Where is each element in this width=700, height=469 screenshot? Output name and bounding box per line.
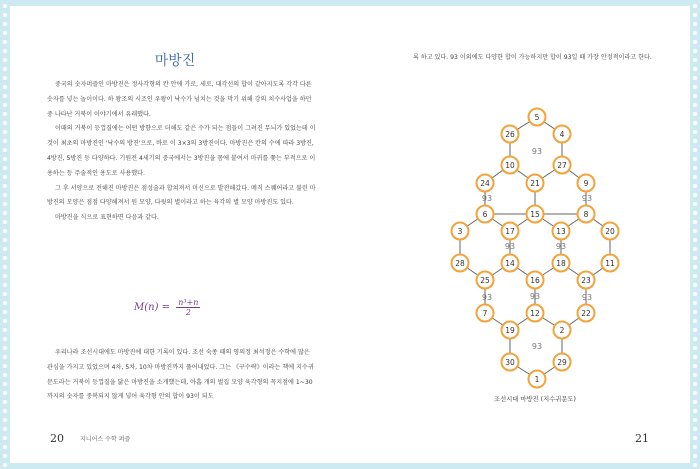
hex-node <box>502 126 519 143</box>
border-dot <box>693 121 697 125</box>
border-dot <box>693 463 697 467</box>
hex-node-value: 9 <box>583 179 589 188</box>
border-dot <box>693 247 697 251</box>
hex-node <box>554 157 571 174</box>
diagram-caption: 조선시대 마방진 (지수귀문도) <box>494 396 576 403</box>
body-text-bottom <box>47 346 317 405</box>
hex-node <box>527 272 544 289</box>
border-dot <box>693 76 697 80</box>
border-dot <box>3 175 7 179</box>
hex-node-value: 23 <box>581 276 591 285</box>
border-dot <box>3 49 7 53</box>
hex-node <box>602 255 619 272</box>
hex-sum-label: 93 <box>581 194 593 203</box>
border-dot <box>693 40 697 44</box>
hex-node <box>527 175 544 192</box>
hex-node-value: 24 <box>480 179 490 188</box>
border-dot <box>3 193 7 197</box>
hex-node-value: 19 <box>505 326 515 335</box>
hex-node <box>477 206 494 223</box>
border-dot <box>693 445 697 449</box>
border-dot <box>693 13 697 17</box>
formula <box>134 298 200 317</box>
border-dot <box>3 355 7 359</box>
hex-node <box>554 322 571 339</box>
hex-node <box>502 157 519 174</box>
hex-node <box>578 175 595 192</box>
formula-numerator: n³+n <box>178 298 199 307</box>
border-dot <box>693 283 697 287</box>
border-dot <box>3 184 7 188</box>
hex-sum-label: 93 <box>581 293 593 302</box>
hex-node-value: 21 <box>530 179 540 188</box>
border-dot <box>693 427 697 431</box>
hex-node-value: 6 <box>482 210 488 219</box>
hex-node-value: 5 <box>534 113 540 122</box>
border-dot <box>3 283 7 287</box>
hex-node <box>578 272 595 289</box>
border-dot <box>3 346 7 350</box>
hex-node-value: 12 <box>530 309 540 318</box>
border-dot <box>3 391 7 395</box>
formula-lhs: M(n) = <box>134 302 171 313</box>
hex-node <box>602 223 619 240</box>
hex-node <box>529 109 546 126</box>
border-dot <box>3 157 7 161</box>
hex-node <box>452 223 469 240</box>
border-dot <box>3 220 7 224</box>
paragraph-1: 중국의 숫자퍼즐인 마방진은 정사각형의 칸 안에 가로, 세로, 대각선의 합이 같아지도록 각각 다른 숫자를 넣는 놀이이다. 하 왕조의 시조인 우왕이 낙수가 넘치는 것을 막기 위해 강의 치수사업을 하던 중 나타난 거북이 이야기에서 유래했다. <box>47 81 312 118</box>
border-dot <box>3 328 7 332</box>
hex-node-value: 11 <box>605 259 615 268</box>
border-dot <box>3 463 7 467</box>
border-dot <box>693 85 697 89</box>
page-number-right: 21 <box>635 432 649 445</box>
hex-node-value: 13 <box>556 227 566 236</box>
border-dot <box>693 130 697 134</box>
border-dot <box>3 256 7 260</box>
formula-fraction <box>176 298 200 317</box>
hex-node <box>477 272 494 289</box>
border-dot <box>693 436 697 440</box>
border-dot <box>693 319 697 323</box>
hex-node <box>452 255 469 272</box>
border-dot <box>693 49 697 53</box>
hex-node-value: 1 <box>534 375 540 384</box>
hex-node <box>553 255 570 272</box>
hex-node <box>502 322 519 339</box>
border-dot <box>693 139 697 143</box>
running-head: 지니어스 수학 퍼즐 <box>80 436 131 443</box>
hex-node-value: 2 <box>559 326 565 335</box>
border-dot <box>693 454 697 458</box>
border-dot <box>693 301 697 305</box>
border-dot <box>3 31 7 35</box>
border-dot <box>3 22 7 26</box>
border-dot <box>693 175 697 179</box>
border-dot <box>693 148 697 152</box>
hex-node <box>502 255 519 272</box>
hex-node-value: 10 <box>505 161 515 170</box>
border-dot <box>693 337 697 341</box>
border-dot <box>3 229 7 233</box>
hex-sum-label: 93 <box>481 194 493 203</box>
border-dot <box>3 265 7 269</box>
border-dot <box>3 247 7 251</box>
hex-node-value: 26 <box>505 130 515 139</box>
border-dot <box>693 193 697 197</box>
border-dot <box>693 202 697 206</box>
border-dot <box>3 94 7 98</box>
paragraph-2: 이때의 거북이 등껍질에는 어떤 방향으로 더해도 같은 수가 되는 점들이 그려진 무늬가 있었는데 이것이 최초의 마방진인 '낙수의 방진'으로, 바로 이 3×3의 3방진이다. 마방진은 칸의 수에 따라 3방진, 4방진, 5방진 등 다양하다. 기원전 4세기의 중국에서는 3방진을 몸에 붙여서 마귀를 쫓는 부적으로 이용하는 등 주술적인 용도로 사용했다. <box>47 125 316 177</box>
hex-node-value: 27 <box>557 161 567 170</box>
paragraph-5: 우리나라 조선시대에도 마방진에 대한 기록이 있다. 조선 숙종 때의 영의정 최석정은 수학에 많은 관심을 가지고 있었으며 4차, 5차, 10차 마방진까지 풀어내었다. 그는 《구수략》이라는 책에 지수귀문도라는 거북이 등껍질을 닮은 마방진을 소개했는데, 아홉 개의 벌집 모양 육각형의 꼭지점에 1~30까지의 숫자를 중복되지 않게 넣어 육각형 안의 합이 93이 되도 <box>47 349 314 401</box>
hex-node <box>477 305 494 322</box>
border-dot <box>693 211 697 215</box>
border-dot <box>693 238 697 242</box>
hex-node <box>554 354 571 371</box>
border-dot <box>3 301 7 305</box>
body-text-top <box>47 78 317 226</box>
border-dot <box>3 445 7 449</box>
hex-node-value: 29 <box>557 358 567 367</box>
border-dot <box>3 400 7 404</box>
hex-sum-label: 93 <box>504 242 516 251</box>
border-dot <box>693 373 697 377</box>
border-dot <box>693 310 697 314</box>
hex-node-value: 4 <box>559 130 565 139</box>
left-dot-border <box>0 0 10 469</box>
border-dot <box>3 364 7 368</box>
border-dot <box>693 94 697 98</box>
hex-sum-label: 93 <box>531 147 543 156</box>
border-dot <box>3 112 7 116</box>
border-dot <box>693 67 697 71</box>
hex-node <box>553 223 570 240</box>
border-dot <box>693 364 697 368</box>
border-dot <box>693 346 697 350</box>
formula-denominator: 2 <box>185 308 191 317</box>
border-dot <box>693 58 697 62</box>
hex-node <box>502 223 519 240</box>
border-dot <box>3 76 7 80</box>
border-dot <box>3 454 7 458</box>
border-dot <box>693 265 697 269</box>
border-dot <box>3 409 7 413</box>
hex-node <box>578 206 595 223</box>
border-dot <box>693 328 697 332</box>
border-dot <box>3 139 7 143</box>
right-page <box>360 6 690 463</box>
border-dot <box>3 4 7 8</box>
hex-node-value: 14 <box>505 259 515 268</box>
border-dot <box>693 157 697 161</box>
gutter <box>340 6 360 463</box>
hex-node <box>527 206 544 223</box>
hex-node-value: 22 <box>581 309 591 318</box>
hex-sum-label: 93 <box>529 292 541 301</box>
border-dot <box>693 382 697 386</box>
border-dot <box>3 292 7 296</box>
paragraph-4: 마방진을 식으로 표현하면 다음과 같다. <box>55 214 159 222</box>
border-dot <box>693 31 697 35</box>
hex-node-value: 17 <box>505 227 515 236</box>
border-dot <box>3 337 7 341</box>
hex-node-value: 8 <box>583 210 589 219</box>
border-dot <box>693 292 697 296</box>
border-dot <box>3 40 7 44</box>
page-title: 마방진 <box>154 53 196 69</box>
border-dot <box>3 427 7 431</box>
border-dot <box>693 409 697 413</box>
border-dot <box>3 166 7 170</box>
border-dot <box>3 319 7 323</box>
border-dot <box>693 112 697 116</box>
body-text-right: 록 하고 있다. 93 이외에도 다양한 합이 가능하지만 합이 93일 때 가장 안정적이라고 한다. <box>413 54 652 61</box>
hex-node-value: 30 <box>505 358 515 367</box>
border-dot <box>3 103 7 107</box>
border-dot <box>3 148 7 152</box>
border-dot <box>3 211 7 215</box>
border-dot <box>693 256 697 260</box>
hex-node <box>554 126 571 143</box>
border-dot <box>693 418 697 422</box>
hex-node-value: 3 <box>457 227 463 236</box>
border-dot <box>3 13 7 17</box>
border-dot <box>3 382 7 386</box>
border-dot <box>3 67 7 71</box>
hex-node-value: 7 <box>482 309 488 318</box>
border-dot <box>693 184 697 188</box>
border-dot <box>3 58 7 62</box>
border-dot <box>3 238 7 242</box>
border-dot <box>693 103 697 107</box>
border-dot <box>693 229 697 233</box>
hex-node <box>502 354 519 371</box>
hex-node-value: 20 <box>605 227 615 236</box>
hex-sum-label: 93 <box>481 293 493 302</box>
border-dot <box>3 418 7 422</box>
hex-node <box>578 305 595 322</box>
border-dot <box>3 436 7 440</box>
border-dot <box>3 373 7 377</box>
hex-node-value: 16 <box>530 276 540 285</box>
border-dot <box>3 202 7 206</box>
border-dot <box>3 130 7 134</box>
border-dot <box>693 220 697 224</box>
left-page <box>10 6 340 463</box>
hex-node <box>529 371 546 388</box>
border-dot <box>693 22 697 26</box>
border-dot <box>3 85 7 89</box>
border-dot <box>693 355 697 359</box>
border-dot <box>3 310 7 314</box>
border-dot <box>3 121 7 125</box>
hex-node <box>527 305 544 322</box>
border-dot <box>693 4 697 8</box>
hex-sum-label: 93 <box>555 242 567 251</box>
hex-node <box>477 175 494 192</box>
border-dot <box>693 274 697 278</box>
page-number-left: 20 <box>50 432 64 445</box>
border-dot <box>3 274 7 278</box>
hex-node-value: 25 <box>480 276 490 285</box>
hex-node-value: 18 <box>556 259 566 268</box>
tortoise-magic-square-diagram <box>360 101 690 391</box>
border-dot <box>693 166 697 170</box>
hex-sum-label: 93 <box>531 342 543 351</box>
hex-node-value: 28 <box>455 259 465 268</box>
hex-node-value: 15 <box>530 210 540 219</box>
paragraph-3: 그 후 서양으로 전해진 마방진은 점성술과 합쳐져서 미신으로 발전해갔다. 메직 스퀘어라고 불린 마방진의 모양은 점점 다양해져서 원 모양, 다윗의 별이라고 하는 육각의 별 모양 마방진도 있다. <box>47 184 316 207</box>
